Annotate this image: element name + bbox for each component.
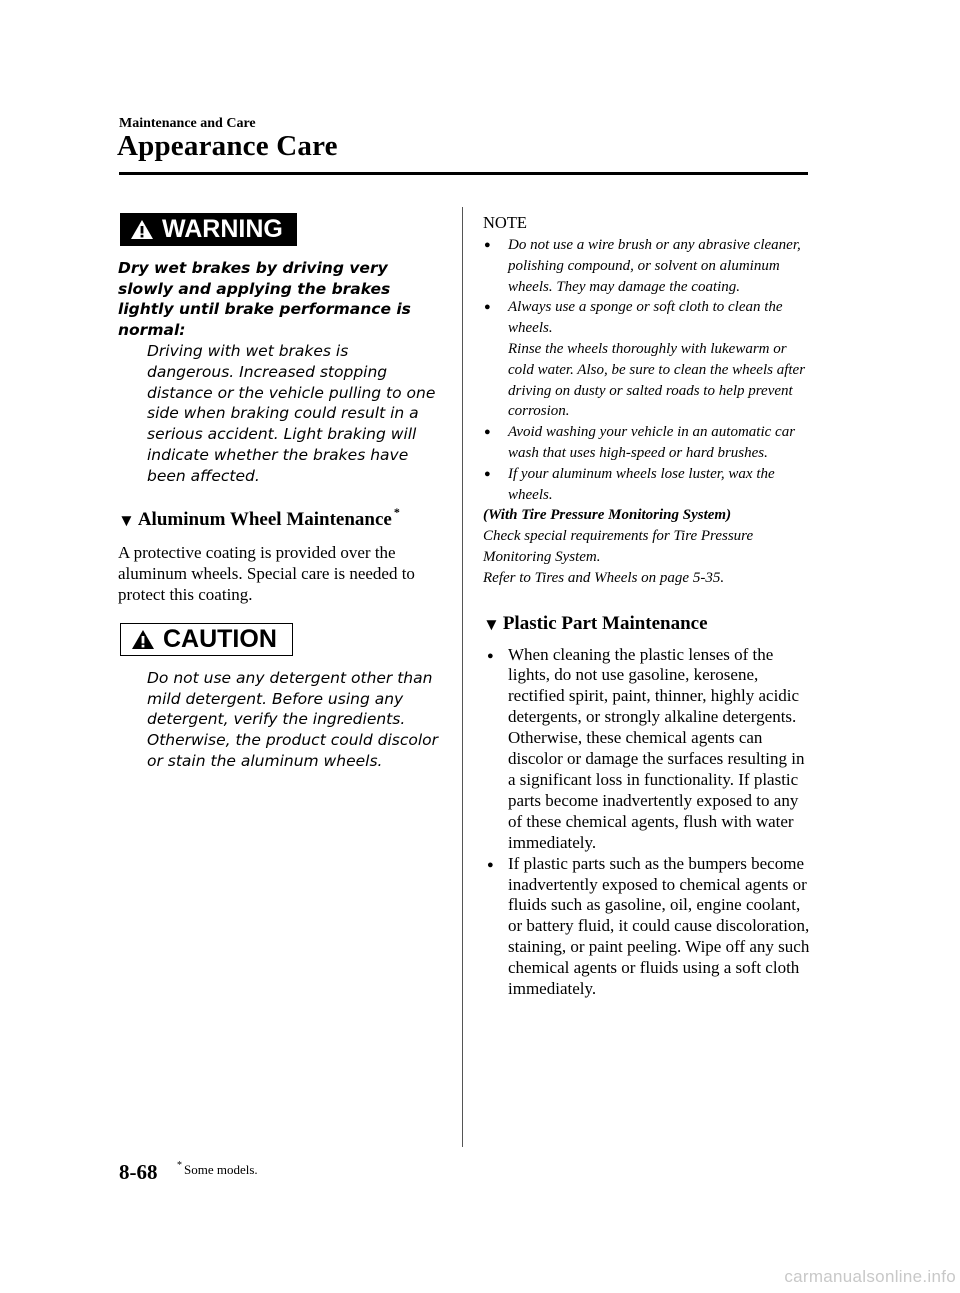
right-column xyxy=(483,213,813,1000)
tpms-reference-link[interactable]: Refer to Tires and Wheels on page 5-35. xyxy=(483,569,725,586)
page-title: Appearance Care xyxy=(117,130,338,162)
bullet-icon: ● xyxy=(487,649,494,662)
page-number: 8-68 xyxy=(119,1160,158,1184)
note-label: NOTE xyxy=(483,213,527,232)
plastic-item-text: When cleaning the plastic lenses of the lights, do not use gasoline, kerosene, rectified spirit, paint, thinner, highly acidic detergents, or strongly alkaline detergents. Otherwise, these chemical agents can discolor or damage the surfaces resulting in a significant loss in functionality. If plastic parts become inadvertently exposed to any of these chemical agents, flush with water immediately. xyxy=(508,644,805,852)
tpms-heading: (With Tire Pressure Monitoring System) xyxy=(483,507,732,524)
caution-badge xyxy=(120,623,293,656)
footer-note xyxy=(177,1160,258,1178)
note-item-text: Do not use a wire brush or any abrasive cleaner, polishing compound, or solvent on aluminum wheels. They may damage the coating. xyxy=(508,237,801,295)
section-marker-icon: ▼ xyxy=(483,614,500,634)
warning-lead: Dry wet brakes by driving very slowly and applying the brakes lightly until brake performance is normal: xyxy=(118,259,411,339)
aluminum-intro: A protective coating is provided over the aluminum wheels. Special care is needed to protect this coating. xyxy=(118,542,415,605)
footer-star: * xyxy=(177,1160,182,1171)
note-list xyxy=(483,235,813,505)
plastic-list xyxy=(483,645,813,1000)
warning-badge-label: WARNING xyxy=(162,215,283,243)
some-models-star: * xyxy=(393,504,400,519)
bullet-icon: ● xyxy=(487,858,494,871)
bullet-icon: ● xyxy=(484,426,491,439)
bullet-icon: ● xyxy=(484,301,491,314)
note-item xyxy=(483,297,813,422)
note-item-text: Avoid washing your vehicle in an automatic car wash that uses high-speed or hard brushes. xyxy=(508,424,796,461)
caution-body: Do not use any detergent other than mild detergent. Before using any detergent, verify the ingredients. Otherwise, the product could discolor or stain the aluminum wheels. xyxy=(147,668,438,770)
title-rule xyxy=(119,172,808,175)
aluminum-heading xyxy=(118,504,440,531)
plastic-item-text: If plastic parts such as the bumpers become inadvertently exposed to chemical agents or fluids such as gasoline, oil, engine coolant, or battery fluid, it could cause discoloration, staining, or paint peeling. Wipe off any such chemical agents or fluids using a soft cloth immediately. xyxy=(508,853,810,999)
section-label: Maintenance and Care xyxy=(119,116,256,131)
bullet-icon: ● xyxy=(484,239,491,251)
plastic-item xyxy=(483,645,813,854)
note-item xyxy=(483,422,813,464)
note-item-continuation: Rinse the wheels thoroughly with lukewarm or cold water. Also, be sure to clean the wheels after driving on dusty or salted roads to help prevent corrosion. xyxy=(508,340,806,420)
warning-body: Driving with wet brakes is dangerous. Increased stopping distance or the vehicle pulling to one side when braking could result in a serious accident. Light braking will indicate whether the brakes have been affected. xyxy=(147,342,436,485)
aluminum-heading-text: Aluminum Wheel Maintenance xyxy=(137,508,392,530)
warning-badge xyxy=(120,213,297,246)
plastic-item xyxy=(483,854,813,1000)
note-item xyxy=(483,235,813,297)
watermark: carmanualsonline.info xyxy=(784,1267,956,1286)
bullet-icon: ● xyxy=(484,467,491,480)
caution-triangle-icon xyxy=(131,629,155,650)
note-item-text: Always use a sponge or soft cloth to clean the wheels. xyxy=(508,299,783,337)
left-column xyxy=(118,213,440,772)
warning-triangle-icon xyxy=(130,219,154,240)
section-marker-icon: ▼ xyxy=(118,510,135,530)
tpms-body: Check special requirements for Tire Pressure Monitoring System. xyxy=(483,528,754,565)
note-item-text: If your aluminum wheels lose luster, wax the wheels. xyxy=(508,465,775,503)
footer-note-text: Some models. xyxy=(184,1162,258,1177)
plastic-heading xyxy=(483,613,813,635)
caution-badge-label: CAUTION xyxy=(163,624,277,653)
plastic-heading-text: Plastic Part Maintenance xyxy=(502,612,708,634)
tpms-note xyxy=(483,505,813,588)
note-item xyxy=(483,464,813,506)
column-divider xyxy=(462,207,463,1147)
